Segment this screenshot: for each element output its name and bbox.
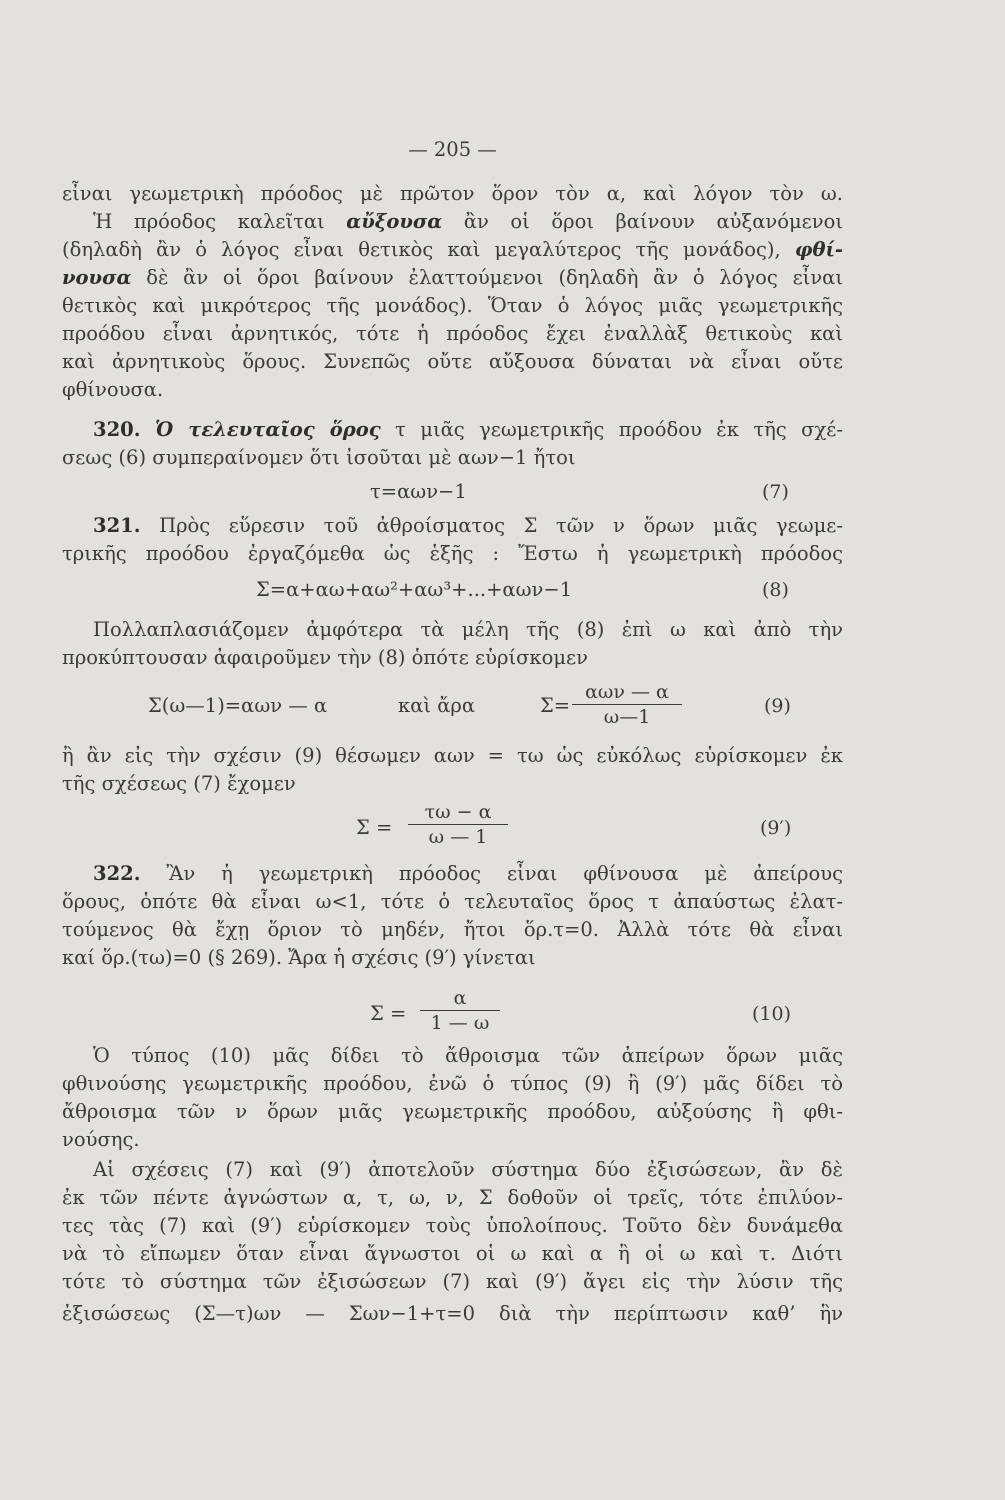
section-322-line: 322. Ἂν ἡ γεωμετρικὴ πρόοδος εἶναι φθίνουσα μὲ ἀπείρους bbox=[93, 862, 843, 885]
equation-10-sigma: Σ = bbox=[370, 1002, 407, 1025]
equation-label: (7) bbox=[762, 481, 789, 503]
equation-9-fraction bbox=[572, 680, 682, 729]
text-line: τες τὰς (7) καὶ (9′) εὑρίσκομεν τοὺς ὑπολοίπους. Τοῦτο δὲν δυνάμεθα bbox=[62, 1214, 843, 1237]
numerator: τω − α bbox=[424, 801, 492, 823]
text-line: ἐξισώσεως (Σ—τ)ων — Σων−1+τ=0 διὰ τὴν περίπτωσιν καθ’ ἣν bbox=[62, 1302, 843, 1325]
text-line: προκύπτουσαν ἀφαιροῦμεν τὴν (8) ὁπότε εὑρίσκομεν bbox=[62, 646, 588, 669]
section-number: 321. bbox=[93, 514, 141, 537]
text-line: προόδου εἶναι ἀρνητικός, τότε ἡ πρόοδος ἔχει ἐναλλὰξ θετικοὺς καὶ bbox=[62, 322, 843, 345]
text-line: εἶναι γεωμετρικὴ πρόοδος μὲ πρῶτον ὅρον τὸν α, καὶ λόγον τὸν ω. bbox=[62, 182, 843, 205]
equation-label: (9) bbox=[764, 695, 791, 717]
denominator: ω — 1 bbox=[428, 826, 488, 848]
text-line: νουσα δὲ ἂν οἱ ὅροι βαίνουν ἐλαττούμενοι (δηλαδὴ ἂν ὁ λόγος εἶναι bbox=[62, 266, 843, 289]
term-fthinousa: φθί- bbox=[794, 238, 843, 261]
text-line: καὶ ἀρνητικοὺς ὅρους. Συνεπῶς οὔτε αὔξουσα δύναται νὰ εἶναι οὔτε bbox=[62, 350, 843, 373]
equation-8: Σ=α+αω+αω²+αω³+...+αων−1 bbox=[256, 578, 573, 601]
section-number: 320. bbox=[93, 418, 141, 441]
term-last-term: Ὁ τελευταῖος ὅρος bbox=[154, 418, 381, 441]
section-320-line: 320. Ὁ τελευταῖος ὅρος τ μιᾶς γεωμετρικῆς προόδου ἐκ τῆς σχέ- bbox=[93, 418, 843, 441]
text-line: φθινούσης γεωμετρικῆς προόδου, ἐνῶ ὁ τύπος (9) ἢ (9′) μᾶς δίδει τὸ bbox=[62, 1072, 843, 1095]
equation-9p-fraction bbox=[408, 800, 508, 849]
equation-9-left: Σ(ω—1)=αων — α bbox=[148, 694, 328, 717]
term-auxousa: αὔξουσα bbox=[346, 210, 443, 233]
denominator: 1 — ω bbox=[430, 1012, 490, 1034]
text-line: φθίνουσα. bbox=[62, 378, 164, 401]
equation-9-sigma: Σ= bbox=[540, 694, 571, 717]
section-321-line: 321. Πρὸς εὕρεσιν τοῦ ἀθροίσματος Σ τῶν ν ὅρων μιᾶς γεωμε- bbox=[93, 514, 843, 537]
text-line: ἢ ἂν εἰς τὴν σχέσιν (9) θέσωμεν αων = τω ὡς εὐκόλως εὑρίσκομεν ἐκ bbox=[62, 744, 843, 767]
text-line: τούμενος θὰ ἔχῃ ὅριον τὸ μηδέν, ἤτοι ὅρ.τ=0. Ἀλλὰ τότε θὰ εἶναι bbox=[62, 918, 843, 941]
text-line: τρικῆς προόδου ἐργαζόμεθα ὡς ἑξῆς : Ἔστω ἡ γεωμετρικὴ πρόοδος bbox=[62, 542, 843, 565]
text-line: σεως (6) συμπεραίνομεν ὅτι ἰσοῦται μὲ αων−1 ἤτοι bbox=[62, 446, 576, 469]
text-line: Πολλαπλασιάζομεν ἀμφότερα τὰ μέλη τῆς (8) ἐπὶ ω καὶ ἀπὸ τὴν bbox=[93, 618, 843, 641]
numerator: α bbox=[453, 987, 467, 1009]
equation-label: (9′) bbox=[760, 817, 792, 839]
equation-9-text: καὶ ἄρα bbox=[398, 694, 476, 717]
equation-label: (10) bbox=[752, 1003, 792, 1025]
text-line: νὰ τὸ εἴπωμεν ὅταν εἶναι ἄγνωστοι οἱ ω καὶ α ἢ οἱ ω καὶ τ. Διότι bbox=[62, 1242, 843, 1265]
numerator: αων — α bbox=[585, 681, 669, 703]
equation-9p-sigma: Σ = bbox=[356, 816, 393, 839]
text-line: τῆς σχέσεως (7) ἔχομεν bbox=[62, 772, 296, 795]
text-line: ὅρους, ὁπότε θὰ εἶναι ω<1, τότε ὁ τελευταῖος ὅρος τ ἀπαύστως ἐλατ- bbox=[62, 890, 843, 913]
text-line: καί ὅρ.(τω)=0 (§ 269). Ἄρα ἡ σχέσις (9′) γίνεται bbox=[62, 946, 536, 969]
text-line: νούσης. bbox=[62, 1128, 140, 1151]
text-line: Αἱ σχέσεις (7) καὶ (9′) ἀποτελοῦν σύστημα δύο ἐξισώσεων, ἂν δὲ bbox=[93, 1158, 843, 1181]
equation-label: (8) bbox=[762, 579, 789, 601]
text-line: ἄθροισμα τῶν ν ὅρων μιᾶς γεωμετρικῆς προόδου, αὐξούσης ἢ φθι- bbox=[62, 1100, 843, 1123]
text-line: Ἡ πρόοδος καλεῖται αὔξουσα ἂν οἱ ὅροι βαίνουν αὐξανόμενοι bbox=[93, 210, 844, 233]
equation-10-fraction bbox=[420, 986, 500, 1035]
equation-7: τ=αων−1 bbox=[370, 480, 467, 503]
text-line: (δηλαδὴ ἂν ὁ λόγος εἶναι θετικὸς καὶ μεγαλύτερος τῆς μονάδος), φθί- bbox=[62, 238, 843, 261]
section-number: 322. bbox=[93, 862, 141, 885]
text-line: τότε τὸ σύστημα τῶν ἐξισώσεων (7) καὶ (9′) ἄγει εἰς τὴν λύσιν τῆς bbox=[62, 1270, 843, 1293]
text-line: θετικὸς καὶ μικρότερος τῆς μονάδος). Ὅταν ὁ λόγος μιᾶς γεωμετρικῆς bbox=[62, 294, 843, 317]
page-number: — 205 — bbox=[408, 138, 497, 161]
text-line: ἐκ τῶν πέντε ἀγνώστων α, τ, ω, ν, Σ δοθοῦν οἱ τρεῖς, τότε ἐπιλύον- bbox=[62, 1186, 843, 1209]
text-line: Ὁ τύπος (10) μᾶς δίδει τὸ ἄθροισμα τῶν ἀπείρων ὅρων μιᾶς bbox=[93, 1044, 843, 1067]
denominator: ω—1 bbox=[603, 706, 651, 728]
